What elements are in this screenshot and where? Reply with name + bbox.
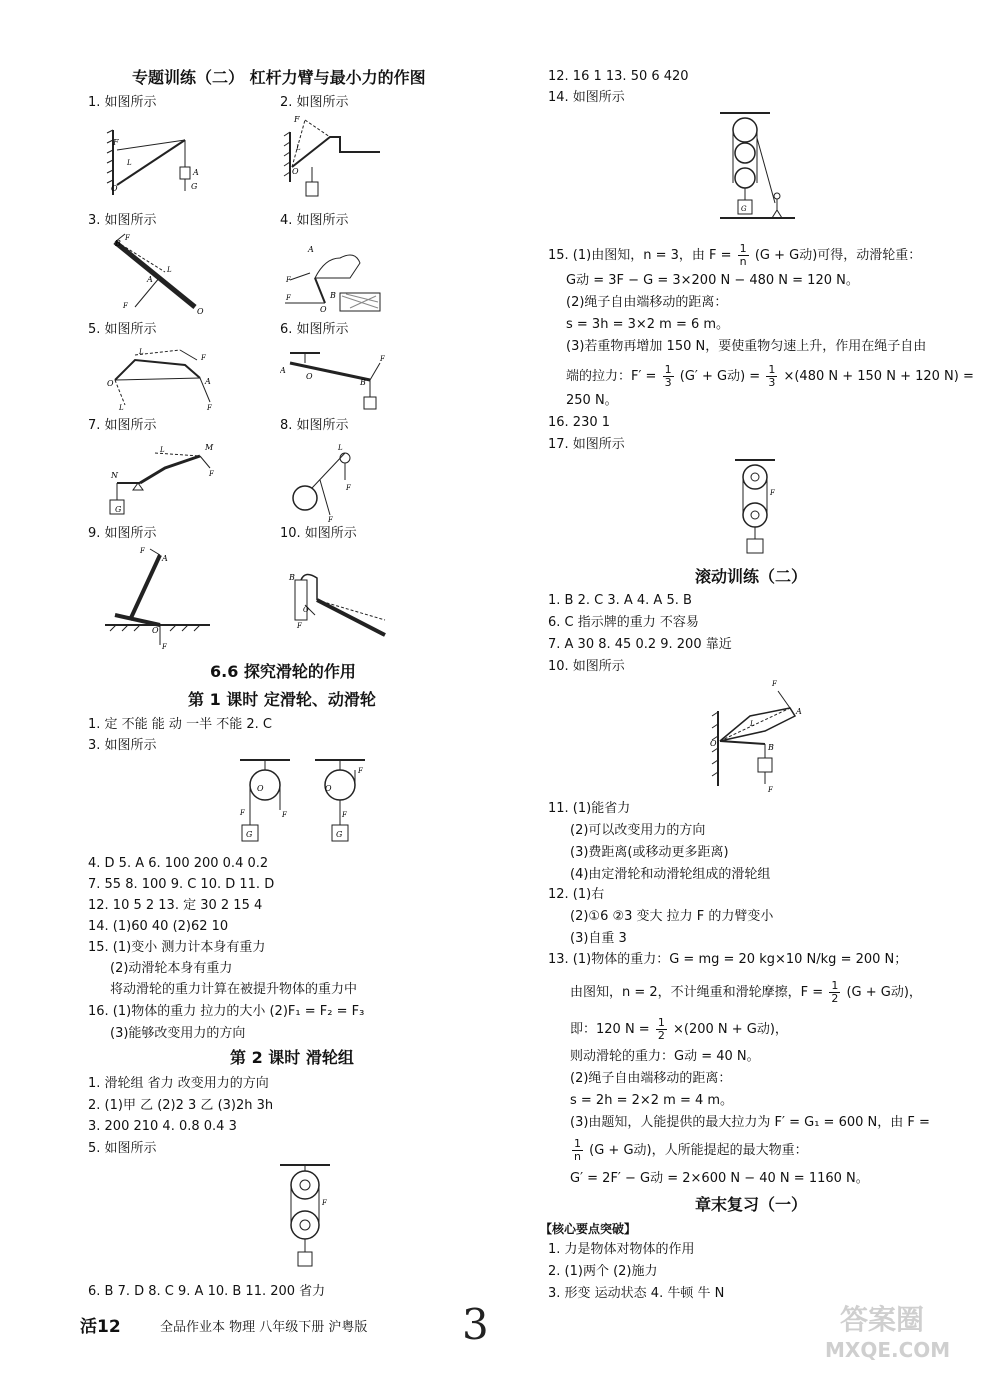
svg-text:L: L [167, 266, 172, 274]
svg-text:A: A [205, 377, 211, 386]
svg-text:N: N [111, 471, 118, 480]
page-number: 活12 [80, 1317, 121, 1337]
answer-line: 3. 如图所示 [88, 738, 157, 753]
fig-item: 8. 如图所示 [280, 418, 349, 433]
fig-item: 3. 如图所示 [88, 213, 157, 228]
lesson1-title: 第 1 课时 定滑轮、动滑轮 [188, 690, 376, 709]
answer-line: (3)费距离(或移动更多距离) [570, 845, 729, 860]
answer-line: 16. (1)物体的重力 拉力的大小 (2)F₁ = F₂ = F₃ [88, 1004, 365, 1019]
answer-line: (3)自重 3 [570, 931, 627, 946]
fig-item: 2. 如图所示 [280, 95, 349, 110]
answer-line: 3. 形变 运动状态 4. 牛顿 牛 N [548, 1286, 725, 1301]
chapter-title: 6.6 探究滑轮的作用 [210, 662, 356, 681]
svg-text:B: B [330, 291, 336, 300]
q15-line: 端的拉力：F′ = $\frac{1}{3}$ (G′ + G动) = $\frac{1}{3}$ ×(480 N + 150 N + 120 N) = [566, 363, 974, 389]
svg-text:F: F [772, 680, 777, 688]
section-title: 专题训练（二） 杠杆力臂与最小力的作图 [132, 68, 426, 87]
svg-text:F: F [140, 547, 145, 555]
svg-text:F: F [297, 622, 302, 630]
answer-line: 14. 如图所示 [548, 90, 625, 105]
lever-diagram-2 [280, 112, 390, 207]
answer-line: 12. 10 5 2 13. 定 30 2 15 4 [88, 898, 263, 913]
svg-text:O: O [306, 372, 313, 381]
svg-text:B: B [289, 573, 295, 582]
answer-line: 3. 200 210 4. 0.8 0.4 3 [88, 1119, 237, 1134]
svg-text:F: F [201, 354, 206, 362]
answer-line: (3)能够改变用力的方向 [110, 1026, 246, 1041]
answer-line: 1. 力是物体对物体的作用 [548, 1242, 695, 1257]
answer-line: (2)①6 ②3 变大 拉力 F 的力臂变小 [570, 909, 774, 924]
fig-item: 4. 如图所示 [280, 213, 349, 228]
answer-line: (3)由题知，人能提供的最大拉力为 F′ = G₁ = 600 N，由 F = [570, 1115, 930, 1130]
svg-text:F: F [162, 643, 167, 651]
svg-text:O: O [292, 167, 299, 176]
watermark: 答案圈 [840, 1303, 925, 1336]
svg-text:F: F [286, 294, 291, 302]
svg-text:O: O [257, 784, 264, 793]
lever-diagram-6 [280, 345, 390, 415]
answer-line: (3)若重物再增加 150 N，要使重物匀速上升，作用在绳子自由 [566, 339, 927, 354]
svg-text:G: G [246, 830, 253, 839]
q13-line: $\frac{1}{n}$ (G + G动)，人所能提起的最大物重： [574, 1137, 808, 1163]
svg-text:F: F [342, 811, 347, 819]
answer-line: 则动滑轮的重力：G动 = 40 N。 [570, 1049, 760, 1064]
lever-diagram-5 [105, 340, 220, 415]
svg-text:L: L [119, 404, 124, 412]
fig-item: 7. 如图所示 [88, 418, 157, 433]
svg-text:A: A [193, 168, 199, 177]
answer-line: 7. 55 8. 100 9. C 10. D 11. D [88, 877, 275, 892]
svg-text:A: A [147, 275, 153, 284]
lever-diagram-10 [275, 570, 395, 650]
lever-diagram-9 [100, 545, 220, 655]
pulley-block-diagram-q17 [730, 455, 790, 560]
svg-text:F: F [768, 786, 773, 794]
answer-line: (2)可以改变用力的方向 [570, 823, 706, 838]
q15-line: 15. (1)由图知，n = 3，由 F = $\frac{1}{n}$ (G + G动)可得，动滑轮重： [548, 242, 922, 268]
svg-text:O: O [710, 739, 717, 748]
pulley-diagram-q3 [230, 755, 380, 850]
lever-diagram-8 [290, 440, 370, 525]
answer-line: (4)由定滑轮和动滑轮组成的滑轮组 [570, 867, 771, 882]
pulley-block-diagram-q5 [275, 1160, 335, 1275]
lever-diagram-1 [105, 125, 205, 200]
answer-line: 250 N。 [566, 393, 618, 408]
fig-item: 9. 如图所示 [88, 526, 157, 541]
fig-item: 1. 如图所示 [88, 95, 157, 110]
svg-text:F: F [240, 809, 245, 817]
svg-text:F: F [380, 355, 385, 363]
answer-line: 15. (1)变小 测力计本身有重力 [88, 940, 266, 955]
fig-item: 6. 如图所示 [280, 322, 349, 337]
svg-text:F: F [358, 767, 363, 775]
answer-line: 5. 如图所示 [88, 1141, 157, 1156]
svg-text:L: L [338, 444, 343, 452]
lever-diagram-review [710, 676, 820, 796]
svg-text:F: F [125, 234, 130, 242]
svg-text:F: F [294, 115, 300, 124]
book-title: 全品作业本 物理 八年级下册 沪粤版 [160, 1320, 368, 1335]
svg-text:O: O [320, 305, 327, 314]
handwritten-mark: 3 [462, 1300, 489, 1349]
answer-line: 1. B 2. C 3. A 4. A 5. B [548, 593, 692, 608]
answer-line: G动 = 3F − G = 3×200 N − 480 N = 120 N。 [566, 273, 859, 288]
answer-line: 16. 230 1 [548, 415, 611, 430]
svg-text:F: F [123, 302, 128, 310]
svg-text:A: A [308, 245, 314, 254]
answer-line: (2)绳子自由端移动的距离： [570, 1071, 732, 1086]
answer-line: s = 3h = 3×2 m = 6 m。 [566, 317, 730, 332]
answer-line: 7. A 30 8. 45 0.2 9. 200 靠近 [548, 637, 732, 652]
svg-text:L: L [296, 144, 301, 152]
svg-text:M: M [205, 443, 214, 452]
answer-line: 10. 如图所示 [548, 659, 625, 674]
answer-line: 12. 16 1 13. 50 6 420 [548, 69, 689, 84]
svg-text:B: B [115, 239, 121, 248]
answer-line: 2. (1)甲 乙 (2)2 3 乙 (3)2h 3h [88, 1098, 274, 1113]
answer-line: 2. (1)两个 (2)施力 [548, 1264, 658, 1279]
answer-line: 11. (1)能省力 [548, 801, 631, 816]
svg-text:L: L [139, 348, 144, 356]
answer-line: 1. 定 不能 能 动 一半 不能 2. C [88, 717, 272, 732]
q13-line: 由图知，n = 2，不计绳重和滑轮摩擦，F = $\frac{1}{2}$ (G + G动)， [570, 979, 922, 1005]
svg-text:G: G [741, 205, 747, 213]
svg-text:O: O [325, 784, 332, 793]
svg-text:O: O [197, 307, 204, 316]
answer-line: G′ = 2F′ − G动 = 2×600 N − 40 N = 1160 N。 [570, 1171, 869, 1186]
lever-diagram-7 [105, 438, 220, 523]
svg-text:F: F [322, 1199, 327, 1207]
svg-text:F: F [282, 811, 287, 819]
svg-text:L: L [127, 159, 132, 167]
answer-line: 1. 滑轮组 省力 改变用力的方向 [88, 1076, 269, 1091]
chapter-review-title: 章末复习（一） [695, 1195, 808, 1214]
svg-text:F: F [113, 138, 119, 147]
svg-text:O: O [107, 379, 114, 388]
answer-line: 17. 如图所示 [548, 437, 625, 452]
lever-diagram-3 [105, 232, 215, 317]
q13-line: 即：120 N = $\frac{1}{2}$ ×(200 N + G动)， [570, 1016, 788, 1042]
svg-text:B: B [768, 743, 774, 752]
svg-text:A: A [796, 707, 802, 716]
svg-text:L: L [750, 720, 755, 728]
answer-line: 4. D 5. A 6. 100 200 0.4 0.2 [88, 856, 269, 871]
lever-diagram-4 [280, 238, 390, 323]
core-label: 【核心要点突破】 [540, 1222, 637, 1236]
answer-line: s = 2h = 2×2 m = 4 m。 [570, 1093, 734, 1108]
fig-item: 10. 如图所示 [280, 526, 357, 541]
answer-line: 13. (1)物体的重力：G = mg = 20 kg×10 N/kg = 200 N； [548, 952, 908, 967]
svg-text:A: A [162, 554, 168, 563]
svg-text:G: G [115, 505, 122, 514]
answer-line: 6. B 7. D 8. C 9. A 10. B 11. 200 省力 [88, 1284, 326, 1299]
svg-text:O: O [152, 626, 159, 635]
svg-text:L: L [160, 446, 165, 454]
answer-line: (2)绳子自由端移动的距离： [566, 295, 728, 310]
svg-text:B: B [360, 378, 366, 387]
svg-text:G: G [191, 182, 198, 191]
svg-text:F: F [346, 484, 351, 492]
answer-line: (2)动滑轮本身有重力 [110, 961, 233, 976]
svg-text:G: G [336, 830, 343, 839]
svg-text:F: F [209, 470, 214, 478]
lesson2-title: 第 2 课时 滑轮组 [230, 1048, 354, 1067]
answer-line: 14. (1)60 40 (2)62 10 [88, 919, 229, 934]
answer-line: 6. C 指示牌的重力 不容易 [548, 615, 699, 630]
svg-text:O: O [303, 606, 309, 614]
pulley-block-diagram-q14 [715, 108, 800, 228]
svg-text:O: O [111, 184, 118, 193]
svg-text:A: A [280, 366, 286, 375]
watermark-url: MXQE.COM [825, 1338, 951, 1362]
answer-line: 将动滑轮的重力计算在被提升物体的重力中 [110, 982, 358, 997]
answer-line: 12. (1)右 [548, 887, 605, 902]
review2-title: 滚动训练（二） [695, 567, 808, 586]
svg-text:F: F [770, 489, 775, 497]
svg-text:F: F [328, 516, 333, 524]
fig-item: 5. 如图所示 [88, 322, 157, 337]
svg-text:F: F [207, 404, 212, 412]
svg-text:F: F [286, 276, 291, 284]
